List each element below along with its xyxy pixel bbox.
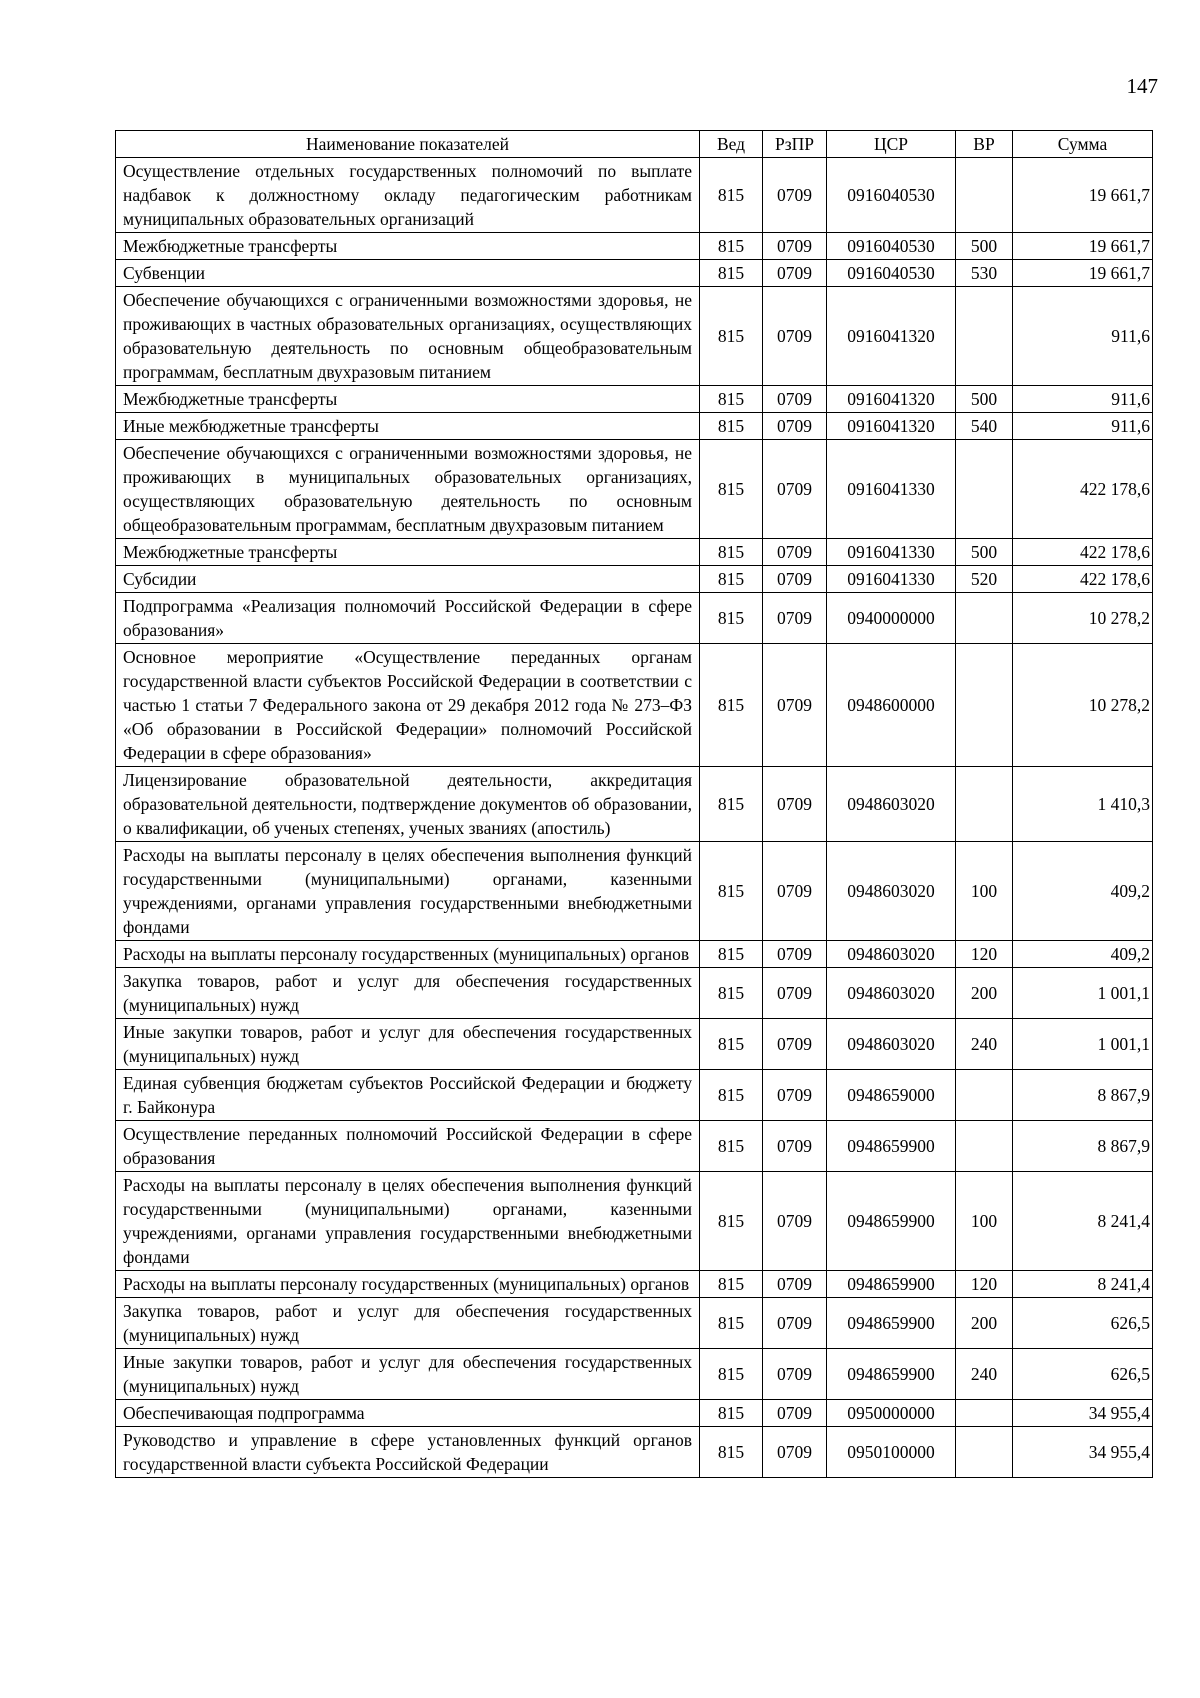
cell-sum: 10 278,2 [1013, 644, 1153, 767]
cell-ved: 815 [700, 233, 763, 260]
cell-vr [956, 1400, 1013, 1427]
cell-sum: 1 410,3 [1013, 767, 1153, 842]
cell-ved: 815 [700, 1271, 763, 1298]
cell-rzpr: 0709 [763, 566, 827, 593]
cell-sum: 19 661,7 [1013, 158, 1153, 233]
table-row [116, 1271, 1153, 1298]
cell-csr: 0948659900 [827, 1298, 956, 1349]
cell-sum: 911,6 [1013, 386, 1153, 413]
cell-csr: 0916040530 [827, 233, 956, 260]
cell-csr: 0948600000 [827, 644, 956, 767]
cell-rzpr: 0709 [763, 1070, 827, 1121]
table-row [116, 1019, 1153, 1070]
cell-name: Обеспечение обучающихся с ограниченными возможностями здоровья, не проживающих в муниципальных образовательных организациях, осуществляющих образовательную деятельность по основным общеобразовательным программам, бесплатным двухразовым питанием [116, 440, 700, 539]
header-ved: Вед [700, 131, 763, 158]
cell-vr [956, 644, 1013, 767]
page-number: 147 [1126, 74, 1158, 98]
table-row [116, 1172, 1153, 1271]
cell-vr: 530 [956, 260, 1013, 287]
cell-sum: 911,6 [1013, 287, 1153, 386]
cell-csr: 0948659900 [827, 1172, 956, 1271]
cell-rzpr: 0709 [763, 1400, 827, 1427]
cell-csr: 0916041330 [827, 539, 956, 566]
cell-vr: 520 [956, 566, 1013, 593]
cell-name: Расходы на выплаты персоналу государственных (муниципальных) органов [116, 941, 700, 968]
budget-table [115, 130, 1153, 1478]
cell-vr: 100 [956, 1172, 1013, 1271]
cell-name: Подпрограмма «Реализация полномочий Российской Федерации в сфере образования» [116, 593, 700, 644]
cell-ved: 815 [700, 1070, 763, 1121]
cell-name: Иные межбюджетные трансферты [116, 413, 700, 440]
cell-rzpr: 0709 [763, 1427, 827, 1478]
cell-rzpr: 0709 [763, 1019, 827, 1070]
cell-vr [956, 158, 1013, 233]
table-row [116, 413, 1153, 440]
cell-csr: 0948659900 [827, 1349, 956, 1400]
table-header-row [116, 131, 1153, 158]
cell-sum: 8 867,9 [1013, 1121, 1153, 1172]
table-row [116, 941, 1153, 968]
cell-name: Закупка товаров, работ и услуг для обеспечения государственных (муниципальных) нужд [116, 968, 700, 1019]
cell-sum: 422 178,6 [1013, 566, 1153, 593]
cell-name: Расходы на выплаты персоналу в целях обеспечения выполнения функций государственными (муниципальными) органами, казенными учреждениями, органами управления государственными внебюджетными фондами [116, 1172, 700, 1271]
cell-csr: 0948603020 [827, 968, 956, 1019]
cell-sum: 422 178,6 [1013, 539, 1153, 566]
cell-rzpr: 0709 [763, 440, 827, 539]
cell-vr [956, 287, 1013, 386]
cell-sum: 626,5 [1013, 1298, 1153, 1349]
cell-sum: 409,2 [1013, 842, 1153, 941]
cell-name: Субвенции [116, 260, 700, 287]
table-row [116, 644, 1153, 767]
table-row [116, 539, 1153, 566]
cell-name: Расходы на выплаты персоналу в целях обеспечения выполнения функций государственными (муниципальными) органами, казенными учреждениями, органами управления государственными внебюджетными фондами [116, 842, 700, 941]
cell-ved: 815 [700, 539, 763, 566]
cell-ved: 815 [700, 1349, 763, 1400]
cell-vr: 200 [956, 1298, 1013, 1349]
cell-csr: 0916040530 [827, 260, 956, 287]
cell-ved: 815 [700, 260, 763, 287]
cell-sum: 8 867,9 [1013, 1070, 1153, 1121]
cell-name: Межбюджетные трансферты [116, 539, 700, 566]
cell-csr: 0948603020 [827, 842, 956, 941]
cell-rzpr: 0709 [763, 539, 827, 566]
table-row [116, 767, 1153, 842]
cell-vr: 500 [956, 539, 1013, 566]
cell-ved: 815 [700, 968, 763, 1019]
cell-rzpr: 0709 [763, 1172, 827, 1271]
header-vr: ВР [956, 131, 1013, 158]
cell-rzpr: 0709 [763, 644, 827, 767]
cell-vr: 240 [956, 1019, 1013, 1070]
table-row [116, 1400, 1153, 1427]
cell-ved: 815 [700, 842, 763, 941]
cell-ved: 815 [700, 158, 763, 233]
cell-csr: 0948659900 [827, 1271, 956, 1298]
cell-csr: 0916041320 [827, 386, 956, 413]
cell-ved: 815 [700, 941, 763, 968]
cell-csr: 0948603020 [827, 767, 956, 842]
cell-name: Иные закупки товаров, работ и услуг для обеспечения государственных (муниципальных) нужд [116, 1019, 700, 1070]
cell-name: Обеспечение обучающихся с ограниченными возможностями здоровья, не проживающих в частных образовательных организациях, осуществляющих образовательную деятельность по основным общеобразовательным программам, бесплатным двухразовым питанием [116, 287, 700, 386]
cell-ved: 815 [700, 386, 763, 413]
cell-sum: 19 661,7 [1013, 260, 1153, 287]
cell-sum: 1 001,1 [1013, 1019, 1153, 1070]
cell-ved: 815 [700, 767, 763, 842]
cell-csr: 0916040530 [827, 158, 956, 233]
table-row [116, 287, 1153, 386]
cell-name: Межбюджетные трансферты [116, 386, 700, 413]
cell-csr: 0950000000 [827, 1400, 956, 1427]
table-row [116, 842, 1153, 941]
cell-rzpr: 0709 [763, 1121, 827, 1172]
cell-vr [956, 440, 1013, 539]
cell-vr: 100 [956, 842, 1013, 941]
cell-rzpr: 0709 [763, 386, 827, 413]
table-row [116, 233, 1153, 260]
cell-vr [956, 767, 1013, 842]
cell-csr: 0948603020 [827, 1019, 956, 1070]
cell-ved: 815 [700, 413, 763, 440]
cell-vr: 120 [956, 941, 1013, 968]
cell-name: Межбюджетные трансферты [116, 233, 700, 260]
cell-rzpr: 0709 [763, 260, 827, 287]
header-sum: Сумма [1013, 131, 1153, 158]
cell-ved: 815 [700, 1400, 763, 1427]
table-row [116, 1427, 1153, 1478]
cell-csr: 0916041330 [827, 440, 956, 539]
table-row [116, 386, 1153, 413]
cell-csr: 0948659000 [827, 1070, 956, 1121]
cell-ved: 815 [700, 1427, 763, 1478]
cell-sum: 34 955,4 [1013, 1400, 1153, 1427]
table-row [116, 566, 1153, 593]
cell-vr [956, 1427, 1013, 1478]
cell-sum: 8 241,4 [1013, 1172, 1153, 1271]
cell-name: Лицензирование образовательной деятельности, аккредитация образовательной деятельности, подтверждение документов об образовании, о квалификации, об ученых степенях, ученых званиях (апостиль) [116, 767, 700, 842]
header-rzpr: РзПР [763, 131, 827, 158]
cell-rzpr: 0709 [763, 1271, 827, 1298]
cell-name: Субсидии [116, 566, 700, 593]
cell-ved: 815 [700, 287, 763, 386]
cell-vr [956, 1121, 1013, 1172]
table-row [116, 158, 1153, 233]
cell-rzpr: 0709 [763, 158, 827, 233]
cell-vr: 200 [956, 968, 1013, 1019]
cell-name: Единая субвенция бюджетам субъектов Российской Федерации и бюджету г. Байконура [116, 1070, 700, 1121]
cell-sum: 8 241,4 [1013, 1271, 1153, 1298]
cell-vr: 500 [956, 233, 1013, 260]
cell-csr: 0916041320 [827, 413, 956, 440]
cell-csr: 0940000000 [827, 593, 956, 644]
cell-rzpr: 0709 [763, 233, 827, 260]
cell-sum: 911,6 [1013, 413, 1153, 440]
cell-sum: 10 278,2 [1013, 593, 1153, 644]
cell-rzpr: 0709 [763, 767, 827, 842]
cell-ved: 815 [700, 440, 763, 539]
table-row [116, 1070, 1153, 1121]
cell-name: Осуществление отдельных государственных полномочий по выплате надбавок к должностному окладу педагогическим работникам муниципальных образовательных организаций [116, 158, 700, 233]
cell-rzpr: 0709 [763, 1298, 827, 1349]
cell-vr [956, 593, 1013, 644]
cell-csr: 0916041330 [827, 566, 956, 593]
cell-name: Осуществление переданных полномочий Российской Федерации в сфере образования [116, 1121, 700, 1172]
cell-rzpr: 0709 [763, 1349, 827, 1400]
header-csr: ЦСР [827, 131, 956, 158]
cell-vr: 540 [956, 413, 1013, 440]
table-row [116, 968, 1153, 1019]
cell-ved: 815 [700, 1121, 763, 1172]
table-row [116, 1298, 1153, 1349]
table-row [116, 593, 1153, 644]
cell-ved: 815 [700, 1298, 763, 1349]
cell-rzpr: 0709 [763, 842, 827, 941]
table-row [116, 440, 1153, 539]
cell-rzpr: 0709 [763, 941, 827, 968]
cell-sum: 1 001,1 [1013, 968, 1153, 1019]
cell-sum: 34 955,4 [1013, 1427, 1153, 1478]
cell-name: Иные закупки товаров, работ и услуг для обеспечения государственных (муниципальных) нужд [116, 1349, 700, 1400]
table-row [116, 1121, 1153, 1172]
cell-sum: 626,5 [1013, 1349, 1153, 1400]
header-name: Наименование показателей [116, 131, 700, 158]
cell-ved: 815 [700, 644, 763, 767]
cell-vr: 240 [956, 1349, 1013, 1400]
cell-sum: 409,2 [1013, 941, 1153, 968]
cell-vr [956, 1070, 1013, 1121]
cell-csr: 0948603020 [827, 941, 956, 968]
cell-rzpr: 0709 [763, 413, 827, 440]
cell-sum: 19 661,7 [1013, 233, 1153, 260]
cell-ved: 815 [700, 566, 763, 593]
cell-rzpr: 0709 [763, 968, 827, 1019]
cell-name: Расходы на выплаты персоналу государственных (муниципальных) органов [116, 1271, 700, 1298]
table-row [116, 1349, 1153, 1400]
table-body [116, 158, 1153, 1478]
cell-name: Основное мероприятие «Осуществление переданных органам государственной власти субъектов Российской Федерации в соответствии с частью 1 статьи 7 Федерального закона от 29 декабря 2012 года № 273–ФЗ «Об образовании в Российской Федерации» полномочий Российской Федерации в сфере образования» [116, 644, 700, 767]
cell-name: Обеспечивающая подпрограмма [116, 1400, 700, 1427]
cell-ved: 815 [700, 593, 763, 644]
table-row [116, 260, 1153, 287]
cell-ved: 815 [700, 1172, 763, 1271]
cell-name: Руководство и управление в сфере установленных функций органов государственной власти субъекта Российской Федерации [116, 1427, 700, 1478]
cell-vr: 500 [956, 386, 1013, 413]
cell-name: Закупка товаров, работ и услуг для обеспечения государственных (муниципальных) нужд [116, 1298, 700, 1349]
cell-csr: 0948659900 [827, 1121, 956, 1172]
cell-vr: 120 [956, 1271, 1013, 1298]
cell-rzpr: 0709 [763, 287, 827, 386]
cell-rzpr: 0709 [763, 593, 827, 644]
cell-sum: 422 178,6 [1013, 440, 1153, 539]
cell-csr: 0916041320 [827, 287, 956, 386]
cell-ved: 815 [700, 1019, 763, 1070]
cell-csr: 0950100000 [827, 1427, 956, 1478]
